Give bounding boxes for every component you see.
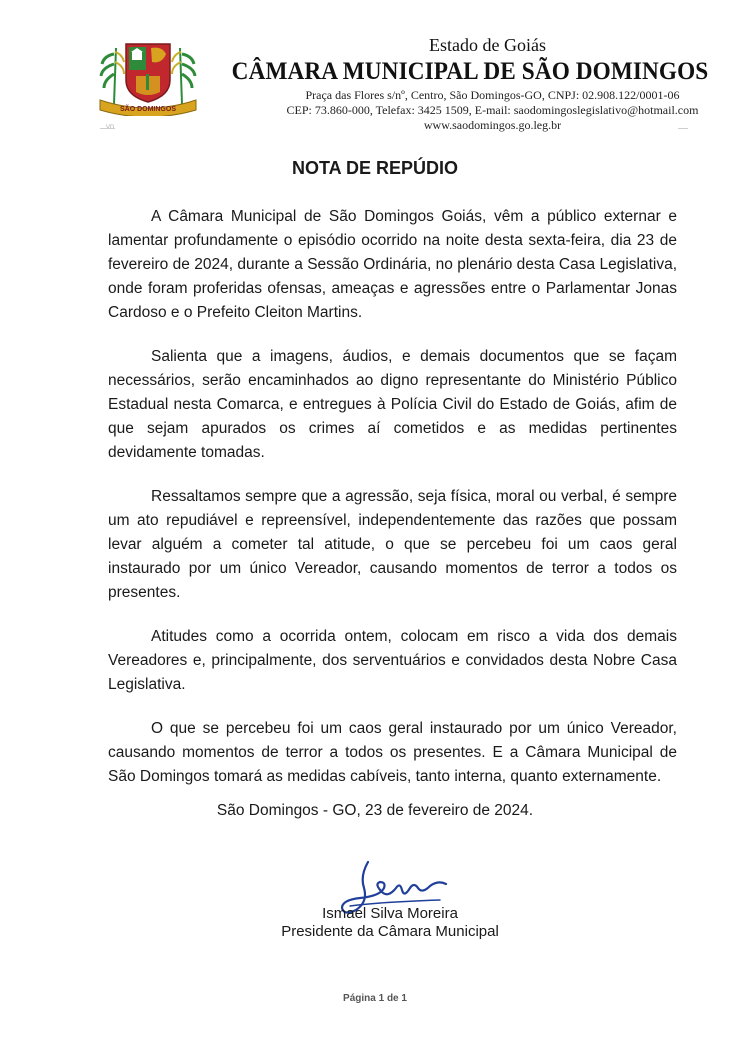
letterhead-text	[210, 34, 730, 133]
website: www.saodomingos.go.leg.br	[423, 118, 562, 132]
crest-banner-text: SÃO DOMINGOS	[119, 106, 177, 113]
document-body	[108, 205, 677, 809]
letterhead	[0, 0, 750, 140]
paragraph: Atitudes como a ocorrida ontem, colocam em risco a vida dos demais Vereadores e, principalmente, dos serventuários e convidados desta Nobre Casa Legislativa.	[108, 628, 677, 693]
address-line-2: CEP: 73.860-000, Telefax: 3425 1509, E-mail: saodomingoslegislativo@hotmail.com	[286, 103, 699, 117]
paragraph: Salienta que a imagens, áudios, e demais documentos que se façam necessários, serão encaminhados ao digno representante do Ministério Público Estadual nesta Comarca, e entregues à Polícia Civil do Estado de Goiás, afim de que sejam apurados os crimes aí cometidos e as medidas pertinentes devidamente tomadas.	[108, 348, 677, 461]
paragraph: A Câmara Municipal de São Domingos Goiás, vêm a público externar e lamentar profundamente o episódio ocorrido na noite desta sexta-feira, dia 23 de fevereiro de 2024, durante a Sessão Ordinária, no plenário desta Casa Legislativa, onde foram proferidas ofensas, ameaças e agressões entre o Parlamentar Jonas Cardoso e o Prefeito Cleiton Martins.	[108, 208, 677, 321]
header-divider	[100, 128, 115, 129]
municipal-crest-logo	[96, 40, 200, 116]
paragraph: O que se percebeu foi um caos geral instaurado por um único Vereador, causando momentos de terror a todos os presentes. E a Câmara Municipal de São Domingos tomará as medidas cabíveis, tanto interna, quanto externamente.	[108, 720, 677, 785]
address-line-1: Praça das Flores s/nº, Centro, São Domingos-GO, CNPJ: 02.908.122/0001-06	[305, 88, 680, 102]
state-name: Estado de Goiás	[429, 35, 546, 55]
signatory-name: Ismael Silva Moreira	[322, 905, 458, 922]
date-line: São Domingos - GO, 23 de fevereiro de 2024.	[216, 802, 534, 819]
header-divider	[678, 128, 688, 129]
signatory-role: Presidente da Câmara Municipal	[281, 923, 499, 940]
institution-name: CÂMARA MUNICIPAL DE SÃO DOMINGOS	[231, 58, 709, 85]
document-title: NOTA DE REPÚDIO	[291, 158, 458, 178]
page-number: Página 1 de 1	[343, 993, 407, 1004]
paragraph: Ressaltamos sempre que a agressão, seja física, moral ou verbal, é sempre um ato repudiável e repreensível, independentemente das razões que possam levar alguém a cometer tal atitude, o que se percebeu foi um caos geral instaurado por um único Vereador, causando momentos de terror a todos os presentes.	[108, 488, 677, 601]
